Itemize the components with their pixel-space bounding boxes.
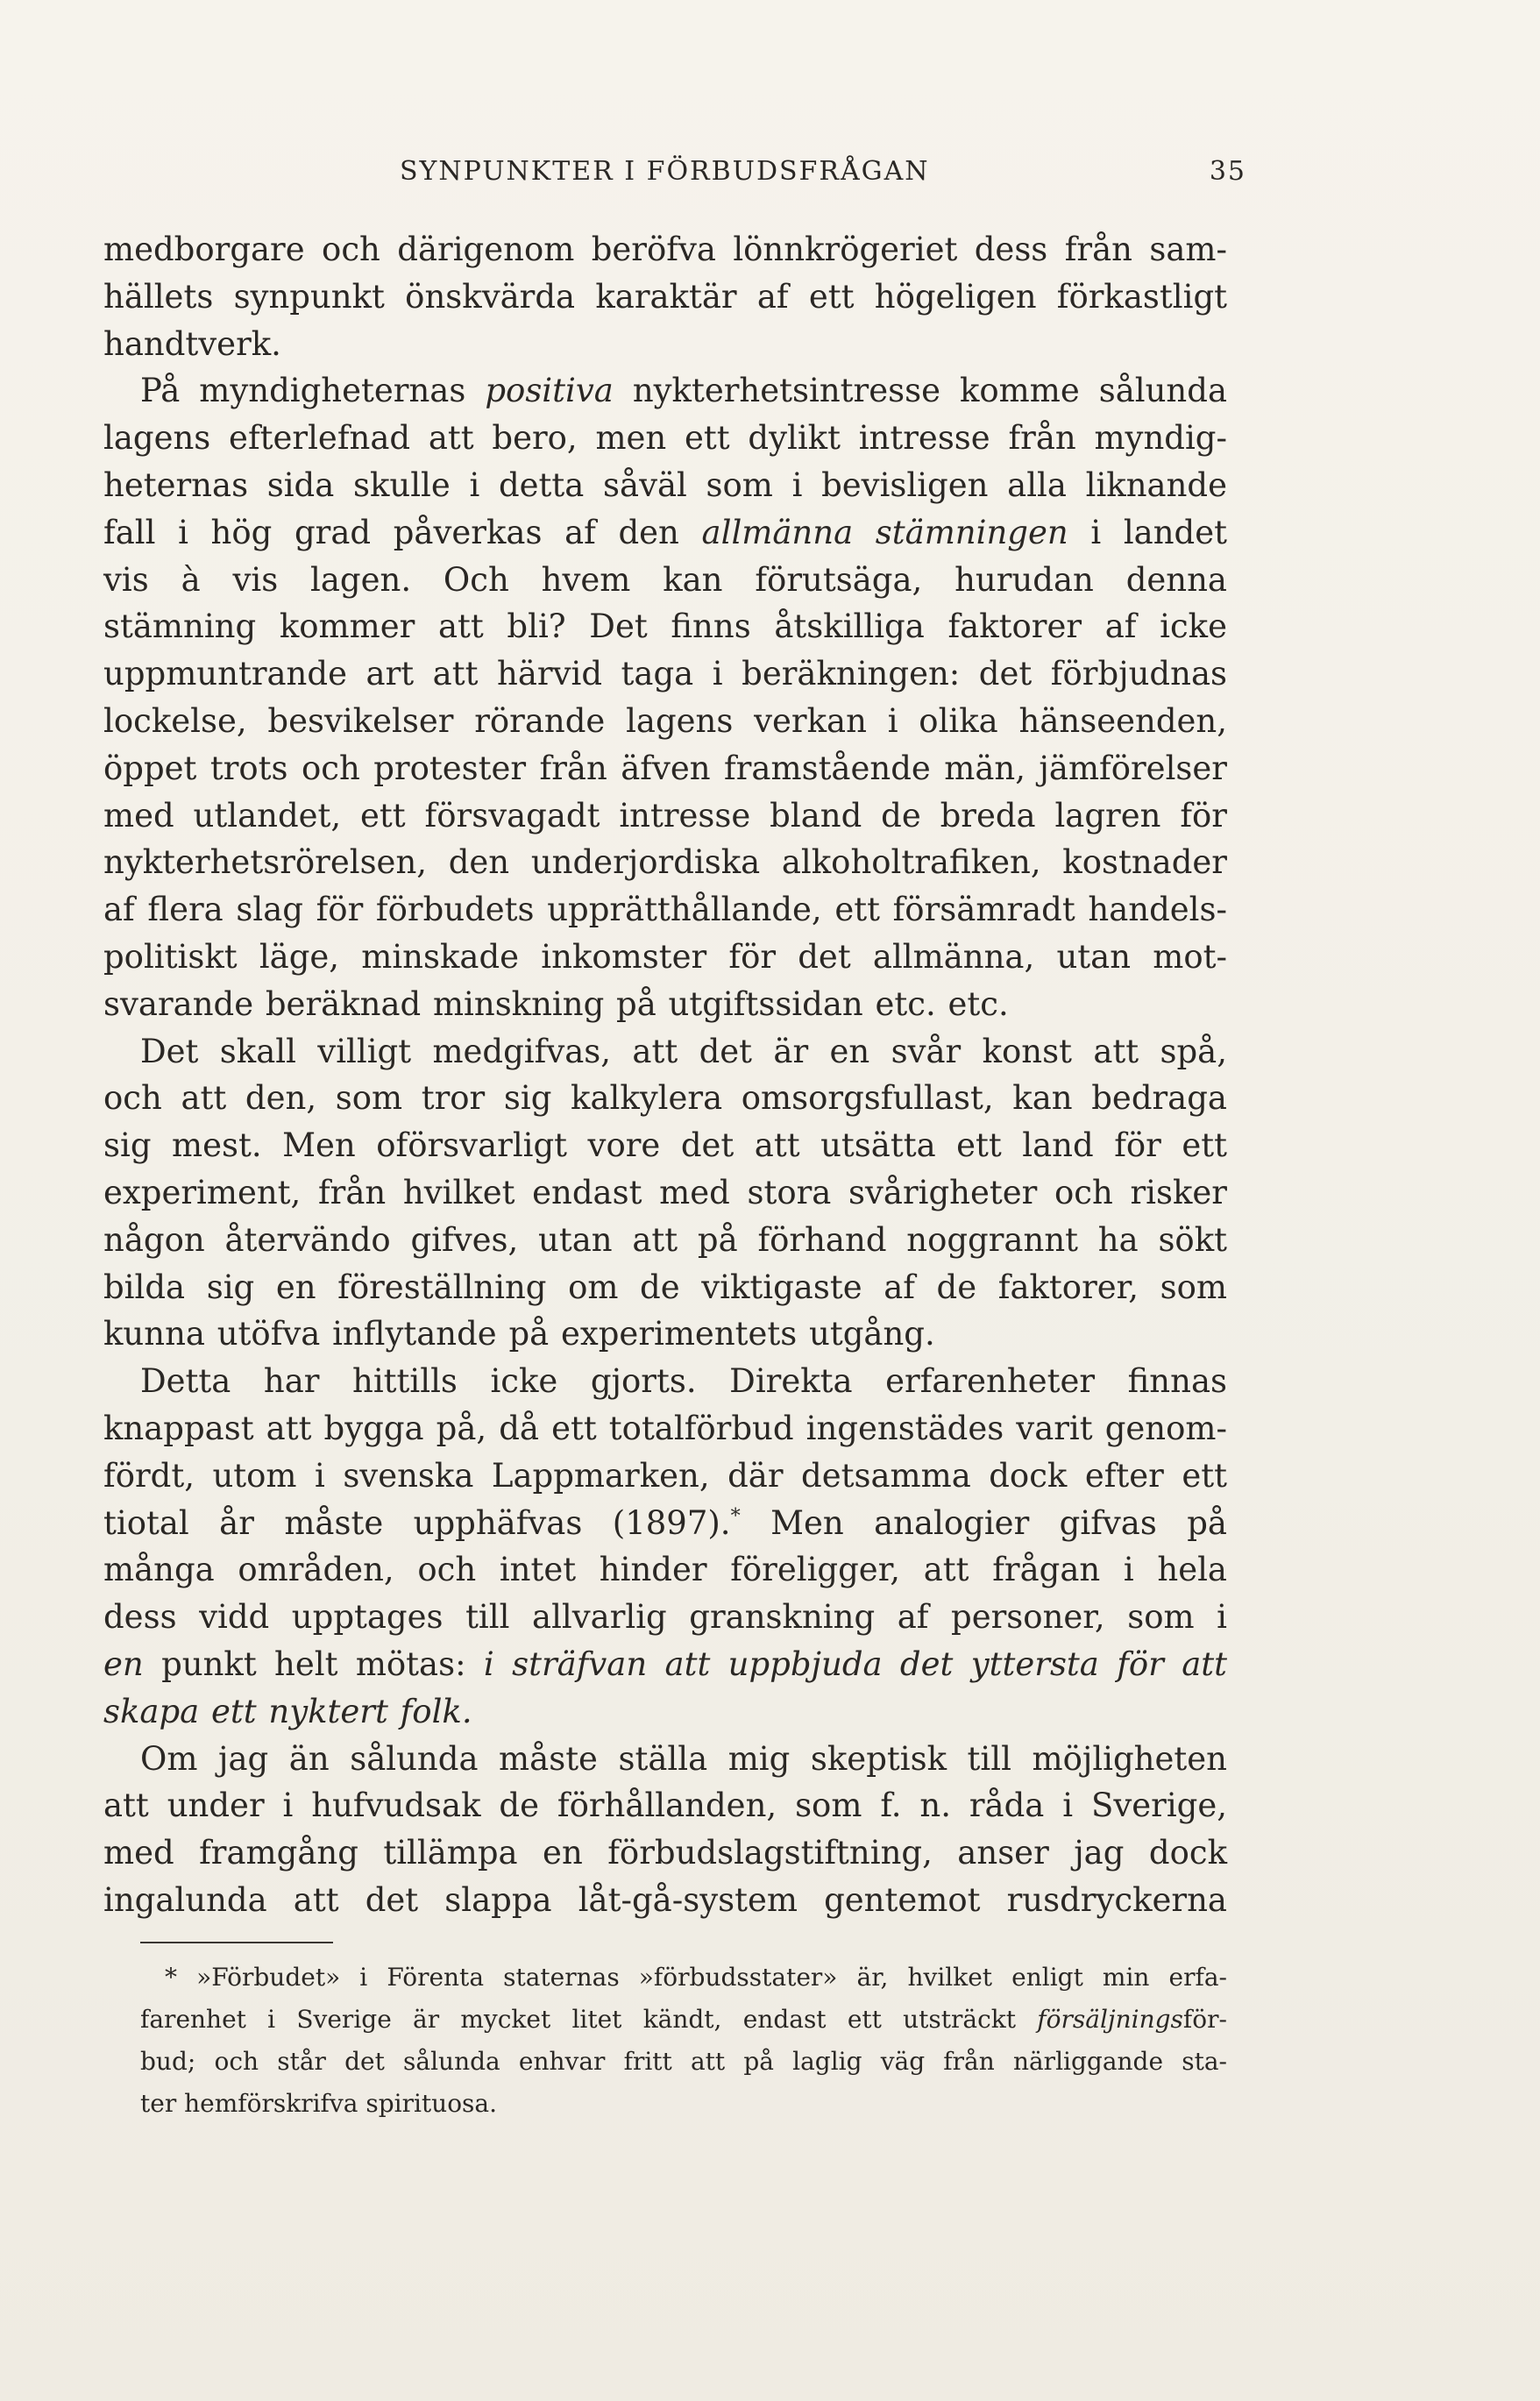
text-segment: i landet	[1090, 513, 1227, 551]
text-line: och att den, som tror sig kalkylera omsorgsfullast, kan bedraga	[103, 1079, 1227, 1118]
text-line: med utlandet, ett försvagadt intresse bland de breda lagren för	[103, 796, 1227, 835]
text-line: politiskt läge, minskade inkomster för det allmänna, utan mot-	[103, 937, 1227, 976]
footnote-line	[140, 1957, 1227, 1999]
text-line	[103, 367, 1227, 415]
italic-text: allmänna stämningen	[701, 513, 1068, 551]
text-line	[103, 509, 1227, 557]
body-text	[103, 226, 1227, 1924]
text-segment: »Förbudet» i Förenta staternas »förbudsstater» är, hvilket enligt min erfa-	[196, 1963, 1227, 1992]
text-line: med framgång tillämpa en förbudslagstiftning, anser jag dock	[103, 1834, 1227, 1872]
text-line: dess vidd upptages till allvarlig granskning af personer, som i	[103, 1598, 1227, 1637]
text-line: Detta har hittills icke gjorts. Direkta erfarenheter finnas	[140, 1362, 1227, 1401]
text-line: stämning kommer att bli? Det finns åtskilliga faktorer af icke	[103, 607, 1227, 646]
text-line: nykterhetsrörelsen, den underjordiska alkoholtrafiken, kostnader	[103, 843, 1227, 882]
italic-text: positiva	[485, 372, 614, 410]
text-line: heternas sida skulle i detta såväl som i bevisligen alla liknande	[103, 465, 1227, 504]
italic-text: försäljnings	[1037, 2005, 1183, 2034]
text-line	[103, 1500, 1227, 1547]
footnote-marker: *	[165, 1963, 177, 1992]
text-line: af flera slag för förbudets upprätthållande, ett försämradt handels-	[103, 891, 1227, 929]
text-line: hällets synpunkt önskvärda karaktär af ett högeligen förkastligt	[103, 277, 1227, 316]
text-line: många områden, och intet hinder föreligger, att frågan i hela	[103, 1551, 1227, 1589]
text-segment: tiotal år måste upphäfvas (1897).	[103, 1503, 731, 1542]
text-line: sig mest. Men oförsvarligt vore det att utsätta ett land för ett	[103, 1126, 1227, 1165]
text-line: uppmuntrande art att härvid taga i beräkningen: det förbjudnas	[103, 655, 1227, 693]
text-line: lagens efterlefnad att bero, men ett dylikt intresse från myndig-	[103, 419, 1227, 458]
text-line	[103, 1688, 1227, 1736]
text-line: Det skall villigt medgifvas, att det är en svår konst att spå,	[140, 1032, 1227, 1070]
running-title: SYNPUNKTER I FÖRBUDSFRÅGAN	[400, 156, 930, 187]
text-line: lockelse, besvikelser rörande lagens verkan i olika hänseenden,	[103, 701, 1227, 740]
text-segment: farenhet i Sverige är mycket litet kändt, endast ett utsträckt	[140, 2005, 1017, 2034]
text-line: fördt, utom i svenska Lappmarken, där detsamma dock efter ett	[103, 1456, 1227, 1495]
text-segment: Men analogier gifvas på	[770, 1503, 1227, 1542]
text-line: bilda sig en föreställning om de viktigaste af de faktorer, som	[103, 1268, 1227, 1306]
text-line: någon återvändo gifves, utan att på förhand noggrannt ha sökt	[103, 1220, 1227, 1259]
text-line: Om jag än sålunda måste ställa mig skeptisk till möjligheten	[140, 1739, 1227, 1778]
text-line: kunna utöfva inflytande på experimentets utgång.	[103, 1315, 935, 1353]
text-line: ingalunda att det slappa låt-gå-system gentemot rusdryckerna	[103, 1880, 1227, 1919]
italic-text: skapa ett nyktert folk.	[103, 1692, 472, 1730]
italic-text: en	[103, 1644, 144, 1683]
text-line: medborgare och därigenom beröfva lönnkrögeriet dess från sam-	[103, 231, 1227, 268]
text-line: öppet trots och protester från äfven framstående män, jämförelser	[103, 749, 1227, 787]
footnote-reference[interactable]: *	[730, 1504, 741, 1528]
text-line: experiment, från hvilket endast med stora svårigheter och risker	[103, 1173, 1227, 1211]
footnote-line: bud; och står det sålunda enhvar fritt att på laglig väg från närliggande sta-	[140, 2047, 1227, 2076]
text-segment: punkt helt mötas:	[161, 1644, 466, 1683]
page-number: 35	[1209, 156, 1246, 187]
footnote-line	[140, 1999, 1227, 2041]
italic-text: i sträfvan att uppbjuda det yttersta för att	[483, 1644, 1227, 1683]
text-line	[103, 1641, 1227, 1688]
footnote-line: ter hemförskrifva spirituosa.	[140, 2089, 498, 2118]
footnote-divider	[140, 1942, 333, 1943]
text-line: knappast att bygga på, då ett totalförbud ingenstädes varit genom-	[103, 1409, 1227, 1447]
text-line: vis à vis lagen. Och hvem kan förutsäga, hurudan denna	[103, 560, 1227, 599]
footnote	[140, 1957, 1227, 2125]
text-line: att under i hufvudsak de förhållanden, som f. n. råda i Sverige,	[103, 1787, 1227, 1825]
running-header	[103, 156, 1246, 191]
text-line: handtverk.	[103, 324, 281, 363]
text-segment: nykterhetsintresse komme sålunda	[632, 372, 1228, 410]
text-segment: fall i hög grad påverkas af den	[103, 513, 679, 551]
text-line: svarande beräknad minskning på utgiftssidan etc. etc.	[103, 984, 1009, 1023]
text-segment: På myndigheternas	[140, 372, 466, 410]
text-segment: för-	[1182, 2005, 1227, 2034]
